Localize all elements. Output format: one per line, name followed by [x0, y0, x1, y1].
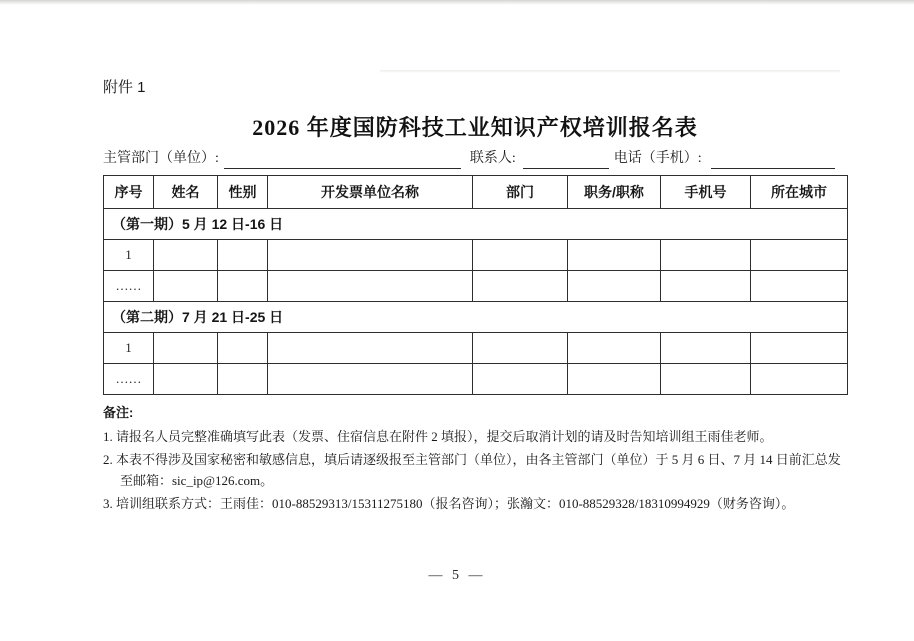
table-row	[104, 271, 848, 302]
page-title: 2026 年度国防科技工业知识产权培训报名表	[252, 115, 698, 140]
column-header-seq: 序号	[104, 176, 154, 209]
dept-label: 主管部门（单位）:	[103, 151, 219, 166]
column-header-city: 所在城市	[751, 176, 848, 209]
table-cell	[473, 240, 568, 271]
table-cell	[154, 271, 218, 302]
column-header-invoice-unit: 开发票单位名称	[268, 176, 473, 209]
table-cell	[154, 333, 218, 364]
table-row	[104, 240, 848, 271]
contact-blank-line	[523, 151, 609, 169]
table-cell	[218, 271, 268, 302]
table-cell	[154, 240, 218, 271]
table-cell	[661, 240, 751, 271]
table-cell	[751, 333, 848, 364]
table-cell	[751, 240, 848, 271]
table-cell	[661, 333, 751, 364]
session-2-label: （第二期）7 月 21 日-25 日	[104, 302, 848, 333]
table-cell	[473, 333, 568, 364]
table-cell	[473, 271, 568, 302]
note-item-1: 1. 请报名人员完整准确填写此表（发票、住宿信息在附件 2 填报），提交后取消计划的请及时告知培训组王雨佳老师。	[103, 429, 773, 444]
info-line	[103, 149, 847, 169]
table-cell	[218, 364, 268, 395]
column-header-gender: 性别	[218, 176, 268, 209]
session-2-row	[104, 302, 848, 333]
table-row	[104, 333, 848, 364]
table-cell	[473, 364, 568, 395]
dept-blank-line	[224, 151, 461, 169]
table-cell	[568, 240, 661, 271]
table-cell	[751, 364, 848, 395]
page-number: — 5 —	[428, 568, 486, 583]
table-cell: ……	[104, 271, 154, 302]
column-header-name: 姓名	[154, 176, 218, 209]
scan-artifact-streak	[380, 70, 840, 73]
table-cell	[154, 364, 218, 395]
column-header-mobile: 手机号	[661, 176, 751, 209]
note-item-3: 3. 培训组联系方式：王雨佳：010-88529313/15311275180（报名咨询）；张瀚文：010-88529328/18310994929（财务咨询）。	[103, 496, 795, 511]
column-header-department: 部门	[473, 176, 568, 209]
session-1-row	[104, 209, 848, 240]
table-cell	[268, 333, 473, 364]
table-cell	[218, 240, 268, 271]
note-item-2: 2. 本表不得涉及国家秘密和敏感信息，填后请逐级报至主管部门（单位），由各主管部门（单位）于 5 月 6 日、7 月 14 日前汇总发至邮箱：sic_ip@126.com。	[103, 452, 841, 488]
phone-label: 电话（手机）:	[613, 151, 702, 166]
scan-artifact-top	[0, 0, 914, 6]
table-cell	[661, 271, 751, 302]
table-cell	[661, 364, 751, 395]
table-cell	[218, 333, 268, 364]
table-cell	[268, 240, 473, 271]
notes-heading: 备注:	[103, 405, 134, 420]
table-cell	[751, 271, 848, 302]
contact-label: 联系人:	[469, 151, 516, 166]
registration-table	[103, 175, 848, 395]
table-cell: 1	[104, 240, 154, 271]
table-cell	[568, 333, 661, 364]
table-cell	[568, 271, 661, 302]
phone-blank-line	[711, 151, 835, 169]
table-cell	[268, 364, 473, 395]
table-header-row	[104, 176, 848, 209]
column-header-position: 职务/职称	[568, 176, 661, 209]
session-1-label: （第一期）5 月 12 日-16 日	[104, 209, 848, 240]
table-cell	[268, 271, 473, 302]
table-row	[104, 364, 848, 395]
table-cell: 1	[104, 333, 154, 364]
notes-section	[103, 402, 849, 516]
table-cell: ……	[104, 364, 154, 395]
table-cell	[568, 364, 661, 395]
attachment-label: 附件 1	[103, 79, 146, 96]
